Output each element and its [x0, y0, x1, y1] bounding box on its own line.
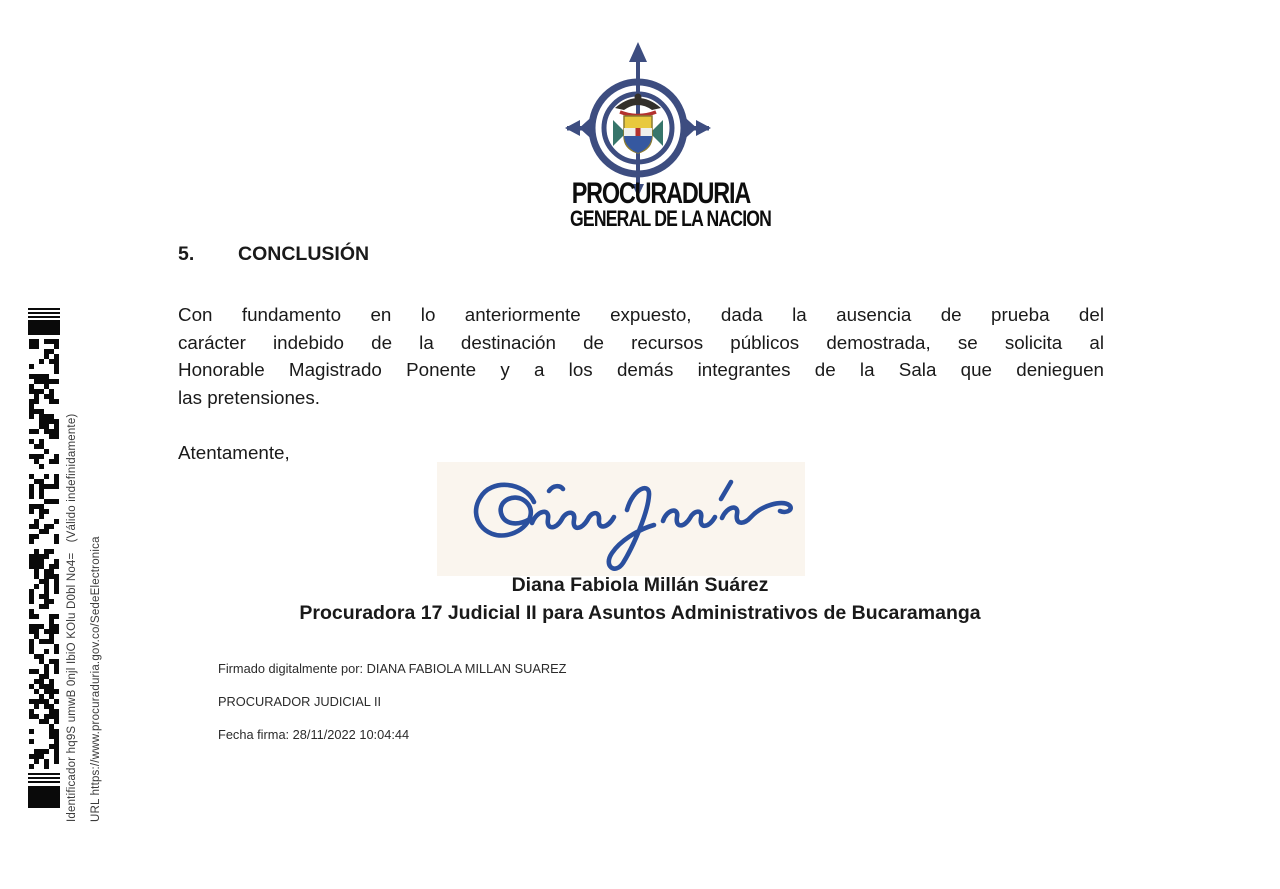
digital-signature-block: [218, 661, 567, 760]
verification-url-vertical-text: URL https://www.procuraduria.gov.co/SedeElectronica: [90, 536, 102, 822]
section-number: 5.: [178, 243, 195, 265]
procuraduria-emblem-icon: [563, 40, 713, 200]
signer-title: Procuradora 17 Judicial II para Asuntos Administrativos de Bucaramanga: [299, 602, 981, 624]
emblem-wordmark-line1: PROCURADURIA: [571, 177, 751, 210]
signer-name: Diana Fabiola Millán Suárez: [511, 574, 769, 596]
paragraph-line: carácter indebido de la destinación de recursos públicos demostrada, se solicita al: [178, 331, 1104, 353]
conclusion-paragraph: [178, 301, 1104, 411]
emblem-wordmark: [553, 177, 772, 231]
verification-barcode: [28, 308, 60, 816]
emblem-wordmark-line2: GENERAL DE LA NACION: [570, 206, 772, 231]
signature-stroke-icon: [437, 462, 805, 576]
section-title: CONCLUSIÓN: [238, 243, 370, 265]
paragraph-line: Con fundamento en lo anteriormente expuesto, dada la ausencia de prueba del: [178, 304, 1104, 325]
paragraph-line: las pretensiones.: [178, 386, 320, 408]
digital-signature-role: PROCURADOR JUDICIAL II: [218, 694, 382, 709]
digital-signature-signed-by: Firmado digitalmente por: DIANA FABIOLA MILLAN SUAREZ: [218, 661, 567, 676]
paragraph-line: Honorable Magistrado Ponente y a los demás integrantes de la Sala que denieguen: [178, 359, 1104, 380]
closing-salutation: Atentamente,: [178, 442, 290, 463]
section-heading: [178, 243, 1108, 266]
digital-signature-date: Fecha firma: 28/11/2022 10:04:44: [218, 727, 410, 742]
document-identifier-vertical-text: Identificador hq9S umwB 0njl IbiO KOlu D0bl No4= (Válido indefinidamente): [66, 413, 78, 822]
handwritten-signature-image: [437, 462, 805, 576]
